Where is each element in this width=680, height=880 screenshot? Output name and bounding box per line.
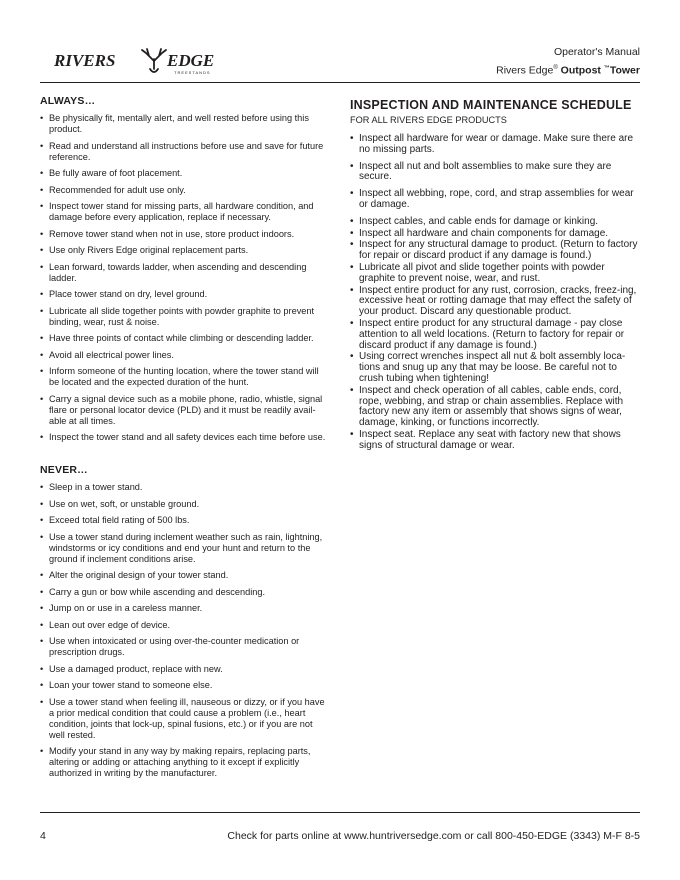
list-item: • Lean out over edge of device. — [40, 620, 330, 631]
product-suffix: Tower — [609, 64, 640, 77]
deer-antler-icon — [142, 49, 166, 72]
product-prefix: Rivers Edge — [496, 64, 554, 77]
never-section — [40, 465, 330, 779]
inspection-title: INSPECTION AND MAINTENANCE SCHEDULE — [350, 98, 632, 112]
page-footer — [40, 812, 640, 842]
list-item: • Loan your tower stand to someone else. — [40, 680, 330, 691]
inspection-list — [350, 134, 640, 452]
list-item: • Avoid all electrical power lines. — [40, 350, 330, 361]
list-item: • Lubricate all slide together points with powder graphite to prevent binding, wear, rust & noise. — [40, 306, 330, 328]
logo-tagline: TREESTANDS — [174, 70, 211, 75]
list-item: • Read and understand all instructions before use and save for future reference. — [40, 141, 330, 163]
list-item: • Be fully aware of foot placement. — [40, 168, 330, 179]
list-item: • Recommended for adult use only. — [40, 185, 330, 196]
list-item: • Inspect for any structural damage to product. (Return to factory for repair or discard product if any damage is found.) — [350, 240, 640, 262]
list-item: • Using correct wrenches inspect all nut & bolt assembly loca-tions and snug up any that may be loose. Be careful not to crush tubing when tightening! — [350, 352, 640, 384]
list-item: • Inform someone of the hunting location, where the tower stand will be located and the expected duration of the hunt. — [40, 366, 330, 388]
list-item: • Inspect the tower stand and all safety devices each time before use. — [40, 432, 330, 443]
list-item: • Modify your stand in any way by making repairs, replacing parts, altering or adding or attaching anything to it except if explicitly authorized in writing by the manufacturer. — [40, 746, 330, 779]
list-item: • Inspect all webbing, rope, cord, and strap assemblies for wear or damage. — [350, 189, 640, 211]
never-heading: NEVER… — [40, 464, 88, 476]
list-item: • Inspect tower stand for missing parts, all hardware condition, and damage before every application, replace if necessary. — [40, 201, 330, 223]
never-list — [40, 482, 330, 779]
list-item: • Jump on or use in a careless manner. — [40, 603, 330, 614]
list-item: • Use a tower stand when feeling ill, nauseous or dizzy, or if you have a prior medical condition that could cause a problem (i.e., heart condition, joints that lock-up, spinal fusions, etc.) or if you are not well rested. — [40, 697, 330, 741]
header-info — [496, 44, 640, 79]
product-name: Outpost — [560, 64, 601, 77]
list-item: • Be physically fit, mentally alert, and well rested before using this product. — [40, 113, 330, 135]
page-number: 4 — [40, 830, 46, 842]
list-item: • Inspect entire product for any rust, corrosion, cracks, freez-ing, excessive heat or rotting damage that may effect the safety of your product. Discard any questionable product. — [350, 286, 640, 318]
list-item: • Use only Rivers Edge original replacement parts. — [40, 245, 330, 256]
logo-graphic — [54, 47, 244, 77]
always-list — [40, 113, 330, 443]
rivers-edge-logo — [54, 47, 244, 77]
list-item: • Use a tower stand during inclement weather such as rain, lightning, windstorms or icy conditions and end your hunt and return to the ground if inclement conditions arise. — [40, 532, 330, 565]
product-title — [496, 60, 640, 79]
list-item: • Inspect all hardware for wear or damage. Make sure there are no missing parts. — [350, 134, 640, 156]
list-item: • Inspect cables, and cable ends for damage or kinking. — [350, 217, 640, 228]
list-item: • Inspect entire product for any structural damage - pay close attention to all weld locations. (Return to factory for repair or discard product if any damage is found.) — [350, 319, 640, 351]
list-item: • Lean forward, towards ladder, when ascending and descending ladder. — [40, 262, 330, 284]
right-column — [350, 96, 640, 453]
logo-text-left: RIVERS — [54, 51, 116, 70]
trademark: ™ — [603, 65, 610, 71]
inspection-subtitle: FOR ALL RIVERS EDGE PRODUCTS — [350, 115, 507, 125]
list-item: • Place tower stand on dry, level ground. — [40, 289, 330, 300]
list-item: • Alter the original design of your tower stand. — [40, 570, 330, 581]
list-item: • Inspect seat. Replace any seat with factory new that shows signs of structural damage or wear. — [350, 430, 640, 452]
list-item: • Carry a gun or bow while ascending and descending. — [40, 587, 330, 598]
list-item: • Sleep in a tower stand. — [40, 482, 330, 493]
list-item: • Lubricate all pivot and slide together points with powder graphite to prevent noise, wear, and rust. — [350, 263, 640, 285]
list-item: • Remove tower stand when not in use, store product indoors. — [40, 229, 330, 240]
list-item: • Use when intoxicated or using over-the-counter medication or prescription drugs. — [40, 636, 330, 658]
logo-text-right: EDGE — [167, 51, 215, 70]
list-item: • Exceed total field rating of 500 lbs. — [40, 515, 330, 526]
list-item: • Inspect and check operation of all cables, cable ends, cord, rope, webbing, and strap or chain assemblies. Replace with factory new any item or assembly that shows signs of wear, damage, kinking, or functions incorrectly. — [350, 386, 640, 429]
always-heading: ALWAYS… — [40, 95, 96, 107]
list-item: • Use on wet, soft, or unstable ground. — [40, 499, 330, 510]
list-item: • Use a damaged product, replace with new. — [40, 664, 330, 675]
footer-contact-text: Check for parts online at www.huntriversedge.com or call 800-450-EDGE (3343) M-F 8-5 — [227, 830, 640, 842]
registered-mark: ® — [553, 65, 558, 71]
left-column — [40, 96, 330, 785]
page-header — [40, 40, 640, 83]
list-item: • Inspect all nut and bolt assemblies to make sure they are secure. — [350, 162, 640, 184]
list-item: • Carry a signal device such as a mobile phone, radio, whistle, signal flare or personal locator device (PLD) and it must be readily avail-able at all times. — [40, 394, 330, 427]
list-item: • Inspect all hardware and chain components for damage. — [350, 229, 640, 240]
always-section — [40, 96, 330, 443]
manual-label: Operator's Manual — [553, 46, 640, 58]
list-item: • Have three points of contact while climbing or descending ladder. — [40, 333, 330, 344]
